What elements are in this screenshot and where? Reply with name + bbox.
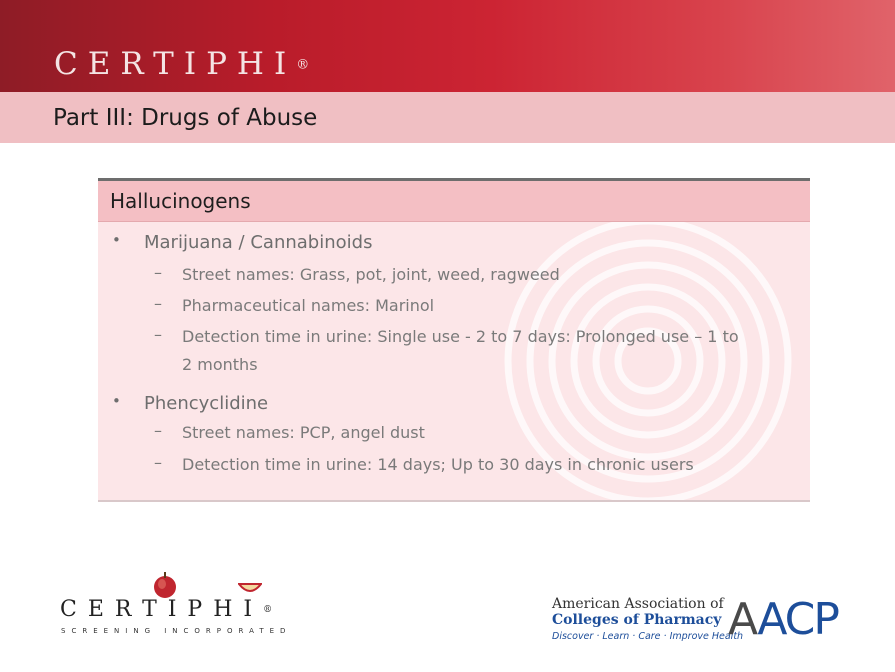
subitem-text: Street names: PCP, angel dust [182, 423, 425, 442]
certiphi-footer-logo [60, 570, 290, 640]
footer-brand-text: CERTIPHI [60, 597, 264, 622]
aacp-logo [552, 596, 852, 651]
page-title: Part III: Drugs of Abuse [53, 105, 318, 131]
subitem-text: Detection time in urine: 14 days; Up to 30 days in chronic users [182, 455, 694, 474]
apple-slice-icon [238, 582, 262, 596]
registered-mark: ® [296, 57, 310, 73]
aacp-name-line2: Colleges of Pharmacy [552, 612, 722, 628]
aacp-name-line1: American Association of [552, 596, 724, 612]
panel-title: Hallucinogens [110, 189, 251, 213]
bullet-icon: • [112, 392, 121, 410]
dash-icon: – [154, 263, 162, 282]
panel-bottom-border [98, 500, 810, 502]
subitem-text: Pharmaceutical names: Marinol [182, 296, 435, 315]
dash-icon: – [154, 453, 162, 472]
bullet-icon: • [112, 231, 121, 249]
apple-icon [150, 570, 180, 600]
panel-header [98, 181, 810, 222]
content-panel [98, 178, 810, 502]
dash-icon: – [154, 421, 162, 440]
aacp-mark-rest: ACP [757, 594, 838, 645]
footer-tagline: SCREENING INCORPORATED [61, 627, 292, 635]
subitem-text: Detection time in urine: Single use - 2 to 7 days: Prolonged use – 1 to 2 months [182, 327, 739, 374]
dash-icon: – [154, 325, 162, 344]
aacp-motto: Discover · Learn · Care · Improve Health [552, 631, 744, 642]
header-brand-text: CERTIPHI [54, 46, 297, 82]
subitem-text: Street names: Grass, pot, joint, weed, ragweed [182, 265, 560, 284]
dash-icon: – [154, 294, 162, 313]
section-heading: Marijuana / Cannabinoids [144, 232, 373, 253]
aacp-mark-a: A [728, 594, 758, 645]
registered-mark: ® [263, 605, 273, 615]
aacp-mark [728, 594, 838, 646]
header-brand-logo [54, 44, 309, 84]
section-heading: Phencyclidine [144, 393, 269, 414]
